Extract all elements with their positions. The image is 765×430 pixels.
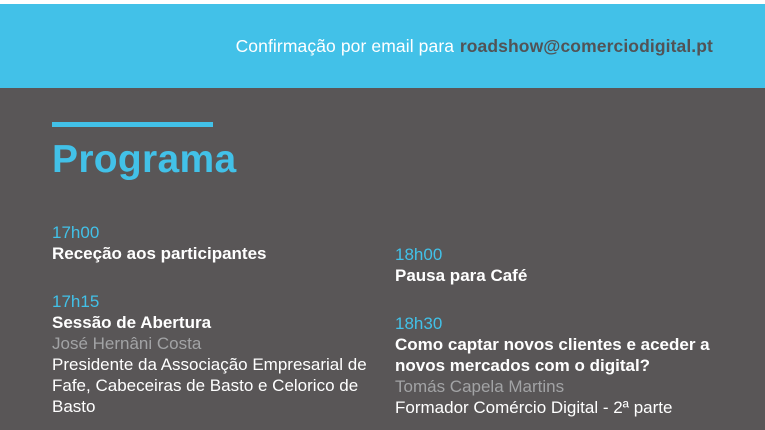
schedule-columns: [52, 222, 765, 418]
item-time: 18h00: [395, 245, 443, 264]
program-item-17h00: [52, 222, 395, 264]
item-time: 18h30: [395, 314, 443, 333]
item-title: Pausa para Café: [395, 266, 528, 285]
item-speaker-role: Formador Comércio Digital - 2ª parte: [395, 398, 673, 417]
program-item-18h30: [395, 313, 735, 418]
confirmation-email[interactable]: roadshow@comerciodigital.pt: [459, 35, 713, 56]
item-title: Receção aos participantes: [52, 244, 267, 263]
item-time: 17h00: [52, 223, 100, 242]
program-section: [0, 88, 765, 430]
header-banner: [0, 4, 765, 88]
item-title: Sessão de Abertura: [52, 313, 212, 332]
item-speaker: José Hernâni Costa: [52, 334, 202, 353]
page-title: Programa: [52, 138, 237, 181]
schedule-column-left: [52, 222, 395, 418]
schedule-column-right: [395, 222, 765, 418]
item-title: Como captar novos clientes e aceder a novos mercados com o digital?: [395, 335, 710, 375]
item-speaker: Tomás Capela Martins: [395, 377, 565, 396]
program-item-18h00: [395, 244, 735, 286]
item-speaker-role: Presidente da Associação Empresarial de Fafe, Cabeceiras de Basto e Celorico de Basto: [52, 355, 367, 416]
title-rule: [52, 122, 213, 127]
item-time: 17h15: [52, 292, 100, 311]
program-item-17h15: [52, 291, 395, 417]
confirmation-label: Confirmação por email para: [235, 35, 455, 56]
confirmation-text: [236, 36, 713, 57]
